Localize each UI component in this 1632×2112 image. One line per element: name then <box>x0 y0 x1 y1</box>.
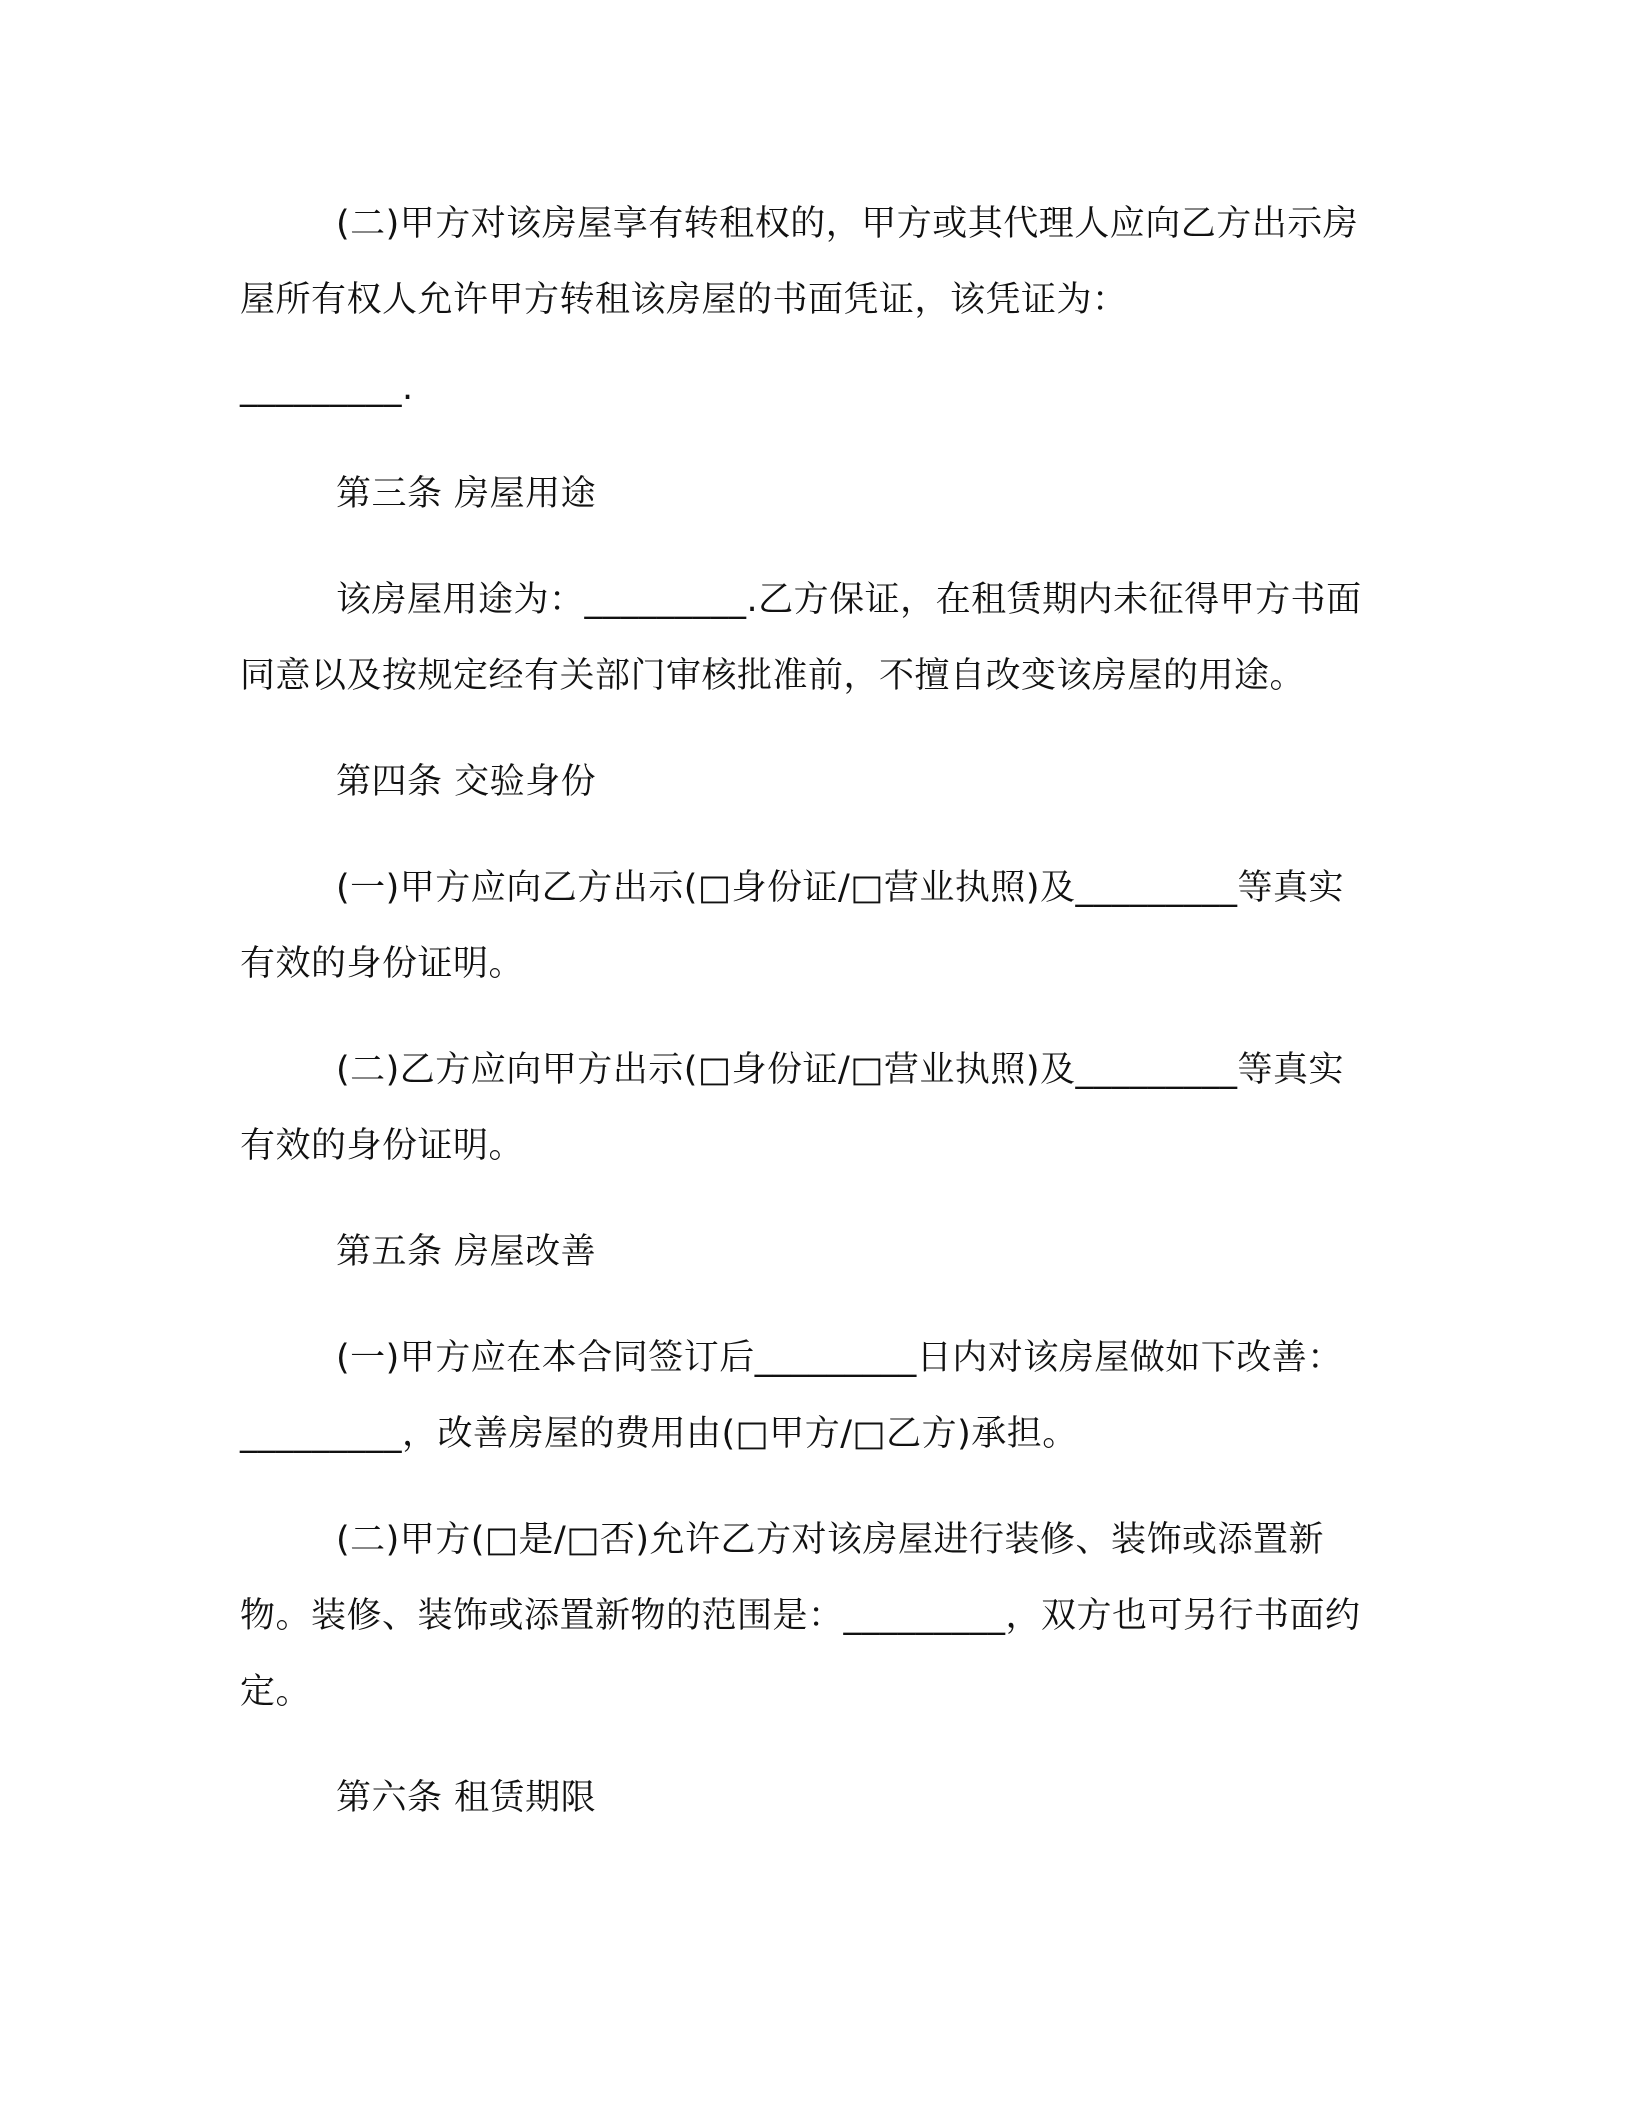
article-5-item-1: (一)甲方应在本合同签订后_________日内对该房屋做如下改善：_________，改善房屋的费用由(□甲方/□乙方)承担。 <box>240 1338 1343 1454</box>
article-4-item-2: (二)乙方应向甲方出示(□身份证/□营业执照)及_________等真实有效的身份证明。 <box>240 1050 1345 1166</box>
blank-line-proof: _________. <box>240 368 414 408</box>
article-4-heading: 第四条 交验身份 <box>336 762 597 802</box>
article-5-heading: 第五条 房屋改善 <box>336 1232 597 1272</box>
article-4-item-1: (一)甲方应向乙方出示(□身份证/□营业执照)及_________等真实有效的身份证明。 <box>240 868 1345 984</box>
document-body <box>240 186 1370 1866</box>
article-6-heading: 第六条 租赁期限 <box>336 1778 597 1818</box>
article-3-usage: 该房屋用途为：_________.乙方保证，在租赁期内未征得甲方书面同意以及按规定经有关部门审核批准前，不擅自改变该房屋的用途。 <box>240 580 1362 696</box>
clause-2-2-sublease-proof: (二)甲方对该房屋享有转租权的，甲方或其代理人应向乙方出示房屋所有权人允许甲方转租该房屋的书面凭证，该凭证为： <box>240 204 1359 320</box>
article-5-item-2: (二)甲方(□是/□否)允许乙方对该房屋进行装修、装饰或添置新物。装修、装饰或添置新物的范围是：_________，双方也可另行书面约定。 <box>240 1520 1361 1712</box>
article-3-heading: 第三条 房屋用途 <box>336 474 597 514</box>
